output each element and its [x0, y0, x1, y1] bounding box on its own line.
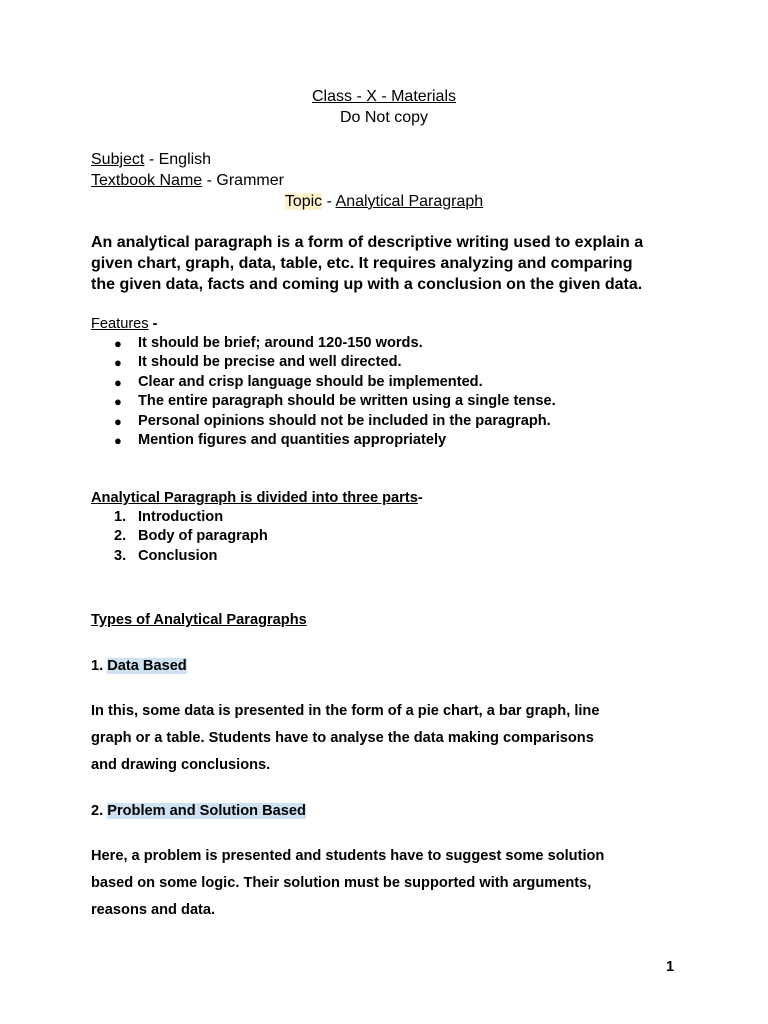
subject-label: Subject: [91, 151, 145, 168]
features-heading-text: Features: [91, 316, 149, 332]
feature-text: Clear and crisp language should be implemented.: [138, 373, 483, 390]
types-heading: [91, 611, 307, 630]
part-label: Body of paragraph: [138, 528, 268, 545]
features-heading: [91, 315, 158, 334]
subject-value: English: [158, 151, 212, 168]
bullet-icon: ●: [114, 336, 122, 351]
list-item: [114, 392, 556, 411]
list-item: [114, 412, 556, 431]
paragraph-line: reasons and data.: [91, 902, 216, 918]
textbook-separator: -: [202, 172, 217, 189]
features-heading-suffix: -: [148, 316, 158, 332]
topic-value: Analytical Paragraph: [335, 193, 484, 210]
subtitle-text: Do Not copy: [339, 109, 429, 126]
page-number: 1: [665, 959, 675, 975]
intro-line: the given data, facts and coming up with a conclusion on the given data.: [91, 276, 643, 293]
list-item: [114, 508, 268, 527]
list-item: [114, 334, 556, 353]
parts-heading-suffix: -: [417, 490, 423, 506]
type1-heading: [91, 657, 187, 676]
paragraph-line: graph or a table. Students have to analyse the data making comparisons: [91, 730, 594, 746]
textbook-line: [91, 170, 284, 191]
type2-label: Problem and Solution Based: [107, 803, 306, 819]
type2-paragraph: [91, 843, 604, 924]
paragraph-line: In this, some data is presented in the form of a pie chart, a bar graph, line: [91, 703, 600, 719]
part-label: Introduction: [138, 509, 224, 525]
list-number: 2.: [114, 528, 127, 545]
features-list: [114, 334, 556, 450]
list-number: 1.: [114, 509, 127, 525]
list-item: [114, 547, 268, 566]
feature-text: The entire paragraph should be written using a single tense.: [138, 393, 556, 410]
paragraph-line: Here, a problem is presented and students have to suggest some solution: [91, 848, 605, 864]
parts-list: [114, 508, 268, 566]
part-label: Conclusion: [138, 547, 218, 564]
textbook-label: Textbook Name: [91, 172, 203, 189]
type2-number: 2.: [91, 803, 104, 819]
topic-line: [0, 191, 768, 212]
types-heading-text: Types of Analytical Paragraphs: [91, 612, 307, 628]
feature-text: Personal opinions should not be included in the paragraph.: [138, 412, 551, 429]
bullet-icon: ●: [114, 432, 122, 448]
list-item: [114, 527, 268, 546]
intro-paragraph: [91, 232, 691, 295]
bullet-icon: ●: [114, 394, 122, 410]
list-item: [114, 373, 556, 392]
topic-separator: -: [322, 193, 336, 210]
feature-text: It should be brief; around 120-150 words.: [138, 335, 423, 351]
type1-label: Data Based: [107, 658, 187, 674]
bullet-icon: ●: [114, 413, 122, 429]
intro-line: given chart, graph, data, table, etc. It requires analyzing and comparing: [91, 255, 633, 272]
parts-heading: [91, 489, 423, 508]
paragraph-line: based on some logic. Their solution must be supported with arguments,: [91, 875, 592, 891]
document-title: [0, 86, 768, 107]
topic-label: Topic: [284, 193, 323, 210]
parts-heading-text: Analytical Paragraph is divided into three parts: [91, 490, 418, 506]
list-item: [114, 431, 556, 450]
document-subtitle: [0, 107, 768, 128]
intro-line: An analytical paragraph is a form of descriptive writing used to explain a: [91, 234, 644, 251]
feature-text: It should be precise and well directed.: [138, 354, 402, 371]
list-number: 3.: [114, 547, 127, 564]
paragraph-line: and drawing conclusions.: [91, 757, 271, 773]
bullet-icon: ●: [114, 374, 122, 390]
textbook-value: Grammer: [216, 172, 284, 189]
title-text: Class - X - Materials: [311, 88, 457, 105]
type2-heading: [91, 802, 306, 821]
subject-line: [91, 149, 211, 170]
list-item: [114, 353, 556, 372]
type1-paragraph: [91, 698, 599, 779]
bullet-icon: ●: [114, 355, 122, 371]
subject-separator: -: [144, 151, 159, 168]
type1-number: 1.: [91, 658, 104, 674]
feature-text: Mention figures and quantities appropriately: [138, 431, 447, 448]
